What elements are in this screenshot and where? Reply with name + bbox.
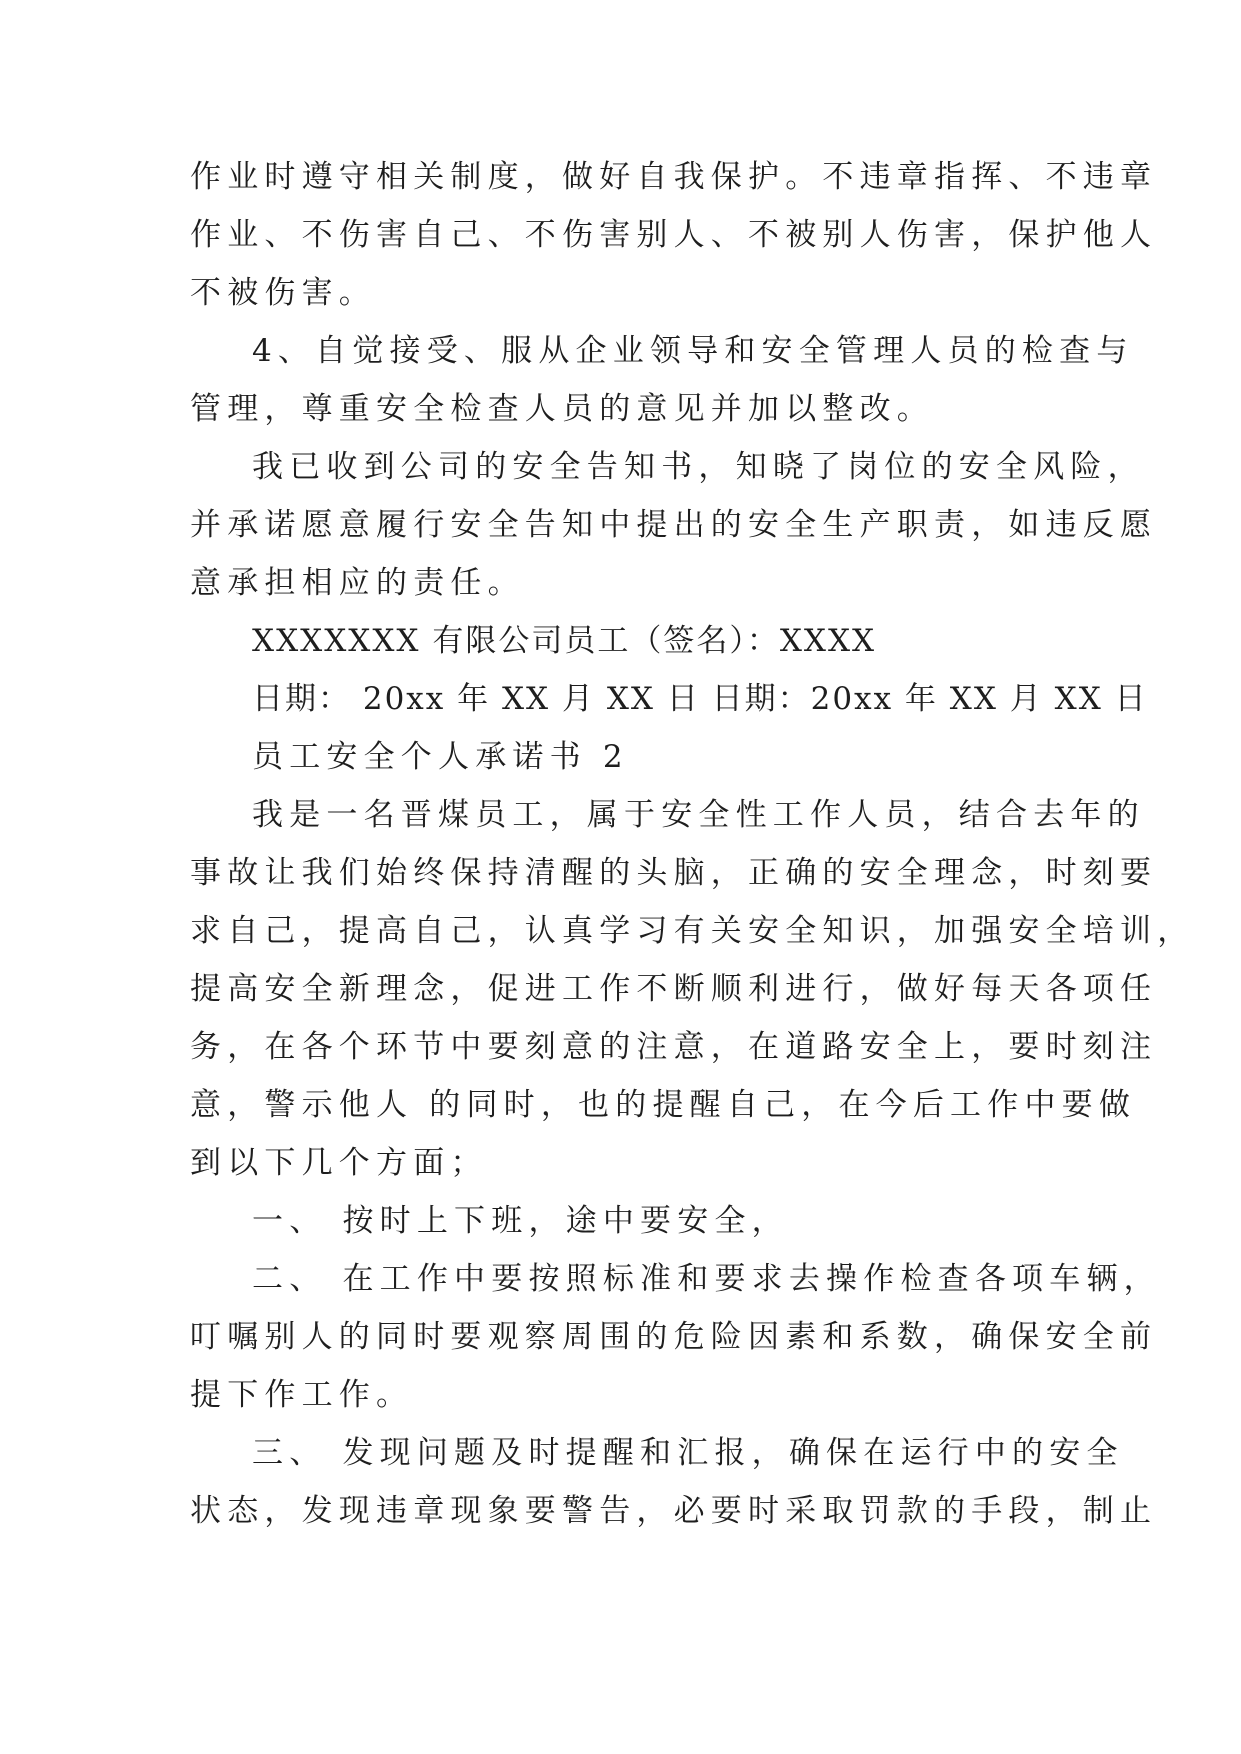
text-line: 不被伤害。 [190, 275, 376, 311]
text-line: 4、自觉接受、服从企业领导和安全管理人员的检查与 [252, 333, 1134, 369]
text-line: 求自己，提高自己，认真学习有关安全知识，加强安全培训， [190, 913, 1195, 949]
text-line: 我已收到公司的安全告知书，知晓了岗位的安全风险， [252, 449, 1145, 485]
text-line: 并承诺愿意履行安全告知中提出的安全生产职责，如违反愿 [190, 507, 1158, 543]
text-line: 到以下几个方面； [190, 1145, 488, 1181]
list-item: 三、 发现问题及时提醒和汇报，确保在运行中的安全 [252, 1435, 1124, 1471]
document-body [190, 148, 1195, 1540]
text-line: 作业时遵守相关制度，做好自我保护。不违章指挥、不违章 [190, 159, 1158, 195]
list-item: 一、 按时上下班，途中要安全， [252, 1203, 789, 1239]
text-line: 管理，尊重安全检查人员的意见并加以整改。 [190, 391, 934, 427]
text-line: 意，警示他人 的同时，也的提醒自己，在今后工作中要做 [190, 1087, 1137, 1123]
text-line: 状态，发现违章现象要警告，必要时采取罚款的手段，制止 [190, 1493, 1158, 1529]
text-line: 事故让我们始终保持清醒的头脑，正确的安全理念，时刻要 [190, 855, 1158, 891]
text-line: 叮嘱别人的同时要观察周围的危险因素和系数，确保安全前 [190, 1319, 1158, 1355]
text-line: 提下作工作。 [190, 1377, 414, 1413]
text-line: 意承担相应的责任。 [190, 565, 525, 601]
text-line: 提高安全新理念，促进工作不断顺利进行，做好每天各项任 [190, 971, 1158, 1007]
section-title: 员工安全个人承诺书 2 [252, 739, 629, 775]
date-line: 日期： 20xx 年 XX 月 XX 日 日期：20xx 年 XX 月 XX 日 [252, 681, 1148, 717]
text-line: 我是一名晋煤员工，属于安全性工作人员，结合去年的 [252, 797, 1145, 833]
text-line: 务，在各个环节中要刻意的注意，在道路安全上，要时刻注 [190, 1029, 1158, 1065]
text-line: 作业、不伤害自己、不伤害别人、不被别人伤害，保护他人 [190, 217, 1158, 253]
signature-line: XXXXXXX 有限公司员工（签名）：XXXX [252, 623, 877, 659]
list-item: 二、 在工作中要按照标准和要求去操作检查各项车辆， [252, 1261, 1161, 1297]
